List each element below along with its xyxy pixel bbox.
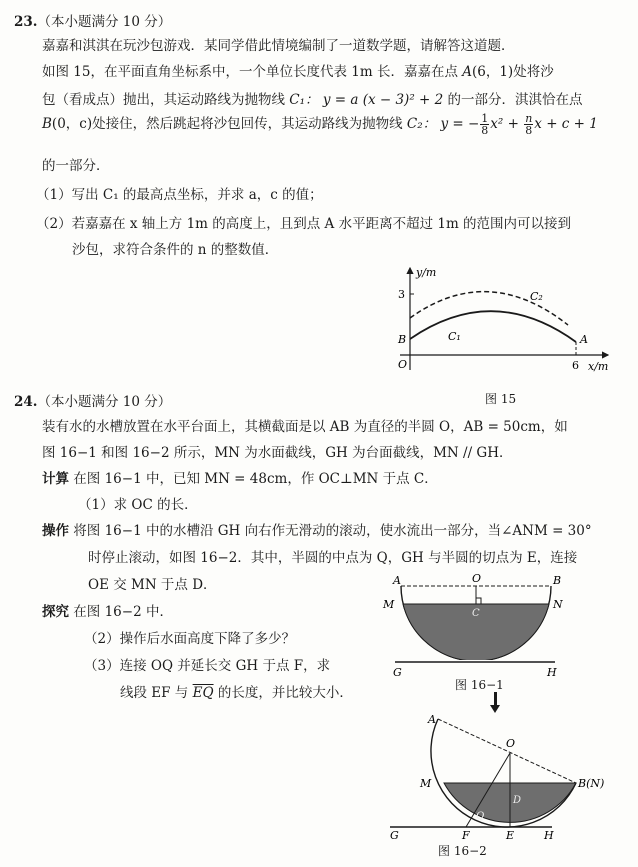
q23-formula-c2-c: x + c + 1 [534, 116, 598, 132]
right-angle-mark [476, 598, 481, 604]
figure-16-2 [380, 715, 620, 840]
op-label: 操作 [42, 523, 69, 539]
figure-16-1-caption: 图 16−1 [455, 678, 504, 692]
label-e: E [506, 829, 515, 840]
point-a-label: A [580, 333, 588, 346]
frac1-den: 8 [481, 124, 489, 137]
q24-sub1: （1）求 OC 的长． [78, 497, 198, 513]
q23-curve-c2: C₂ [406, 116, 423, 132]
q24-number: 24. [14, 394, 38, 410]
arc-eq: $\overline{EQ}$ [192, 685, 214, 701]
explore-label: 探究 [42, 604, 69, 620]
q23-line3 [42, 88, 583, 108]
q24-explore [42, 600, 173, 620]
frac2-den: 8 [525, 124, 533, 137]
q24-sub2: （2）操作后水面高度下降了多少？ [84, 631, 296, 647]
q23-line2-coords: (6，1)处将沙 [471, 64, 554, 80]
curve-c1 [410, 311, 576, 342]
curve-c2-label: C₂ [530, 290, 543, 303]
origin-label: O [398, 358, 408, 371]
label-q: Q [476, 811, 485, 822]
figure-15 [378, 262, 618, 380]
label-f: F [462, 829, 470, 840]
q23-point-a: A [462, 64, 472, 80]
fraction-1-8 [480, 113, 489, 136]
down-arrow-icon [490, 705, 500, 713]
q23-formula-c2-a: ： y = − [422, 116, 480, 132]
sub3-tail: 的长度，并比较大小． [213, 685, 353, 701]
q24-line1: 装有水的水槽放置在水平台面上，其横截面是以 AB 为直径的半圆 O，AB = 50cm，如 [42, 419, 568, 435]
q23-number: 23. [14, 14, 38, 30]
q24-sub3-b [120, 681, 353, 701]
q24-line2: 图 16−1 和图 16−2 所示，MN 为水面截线，GH 为台面截线，MN // GH． [42, 445, 513, 461]
tick-3-label: 3 [398, 288, 405, 301]
label-h: H [547, 666, 557, 679]
figure-16-1 [375, 572, 575, 660]
q24-sub3-a: （3）连接 OQ 并延长交 GH 于点 F，求 [84, 658, 331, 674]
curve-c2 [410, 292, 568, 325]
q23-line1: 嘉嘉和淇淇在玩沙包游戏．某同学借此情境编制了一道数学题，请解答这道题． [42, 38, 515, 54]
point-b-label: B [398, 333, 407, 346]
label-b: B [553, 574, 562, 587]
label-a-2: A [428, 715, 436, 726]
q23-sub2-b: 沙包，求符合条件的 n 的整数值． [72, 242, 279, 258]
label-c: C [472, 608, 480, 619]
label-h-2: H [544, 829, 554, 840]
label-m-2: M [420, 777, 432, 790]
sub3-text: 线段 EF 与 [120, 685, 193, 701]
figure-15-caption: 图 15 [485, 392, 517, 406]
diameter-ab-tilted [438, 719, 576, 783]
q23-line2-text: 如图 15，在平面直角坐标系中，一个单位长度代表 1m 长．嘉嘉在点 [42, 64, 463, 80]
op-text-1: 将图 16−1 中的水槽沿 GH 向右作无滑动的滚动，使水流出一部分，当∠ANM = 30° [73, 523, 592, 539]
curve-c1-label: C₁ [448, 330, 461, 343]
q24-score-header: （本小题满分 10 分） [37, 394, 172, 410]
label-d: D [513, 795, 522, 806]
q23-sub1: （1）写出 C₁ 的最高点坐标，并求 a，c 的值； [36, 187, 323, 203]
q24-op3: OE 交 MN 于点 D． [88, 577, 217, 593]
q23-formula-c2-b: x² + [490, 116, 524, 132]
frac2-num: n [525, 112, 533, 125]
q24-calc [42, 467, 438, 487]
q23-sub2-a: （2）若嘉嘉在 x 轴上方 1m 的高度上，且到点 A 水平距离不超过 1m 的范围内可以接到 [36, 216, 572, 232]
explore-text: 在图 16−2 中． [73, 604, 173, 620]
label-g-2: G [390, 829, 399, 840]
q23-score-header: （本小题满分 10 分） [37, 14, 172, 30]
label-o: O [472, 572, 482, 585]
q23-line2 [42, 60, 554, 80]
q23-line3-tail: 的一部分．淇淇恰在点 [443, 92, 583, 108]
q23-line3-text: 包（看成点）抛出，其运动路线为抛物线 [42, 92, 290, 108]
label-n: N [553, 598, 563, 611]
q24-op2: 时停止滚动，如图 16−2．其中，半圆的中点为 Q，GH 与半圆的切点为 E，连接 [88, 550, 578, 566]
calc-text: 在图 16−1 中，已知 MN = 48cm，作 OC⊥MN 于点 C． [73, 471, 438, 487]
q23-point-b: B [42, 116, 52, 132]
q23-formula-c1: ： y = a (x − 3)² + 2 [305, 92, 444, 108]
q23-line4-text: (0，c)处接住，然后跳起将沙包回传，其运动路线为抛物线 [51, 116, 407, 132]
q23-curve-c1: C₁ [289, 92, 306, 108]
label-o-2: O [506, 737, 516, 750]
label-g: G [393, 666, 402, 679]
frac1-num: 1 [481, 112, 489, 125]
q23-line4 [42, 112, 598, 136]
label-m: M [383, 598, 395, 611]
q23-heading [14, 10, 171, 30]
down-arrow-shaft [494, 692, 497, 706]
fraction-n-8 [524, 113, 533, 136]
figure-16-2-caption: 图 16−2 [438, 844, 487, 858]
label-bn: B(N) [578, 777, 605, 790]
y-axis-label: y/m [416, 266, 437, 279]
label-a: A [393, 574, 401, 587]
q24-op1 [42, 519, 592, 539]
q23-line5: 的一部分． [42, 158, 110, 174]
q24-heading [14, 390, 171, 410]
x-axis-label: x/m [588, 360, 609, 373]
tick-6-label: 6 [572, 359, 579, 372]
calc-label: 计算 [42, 471, 69, 487]
